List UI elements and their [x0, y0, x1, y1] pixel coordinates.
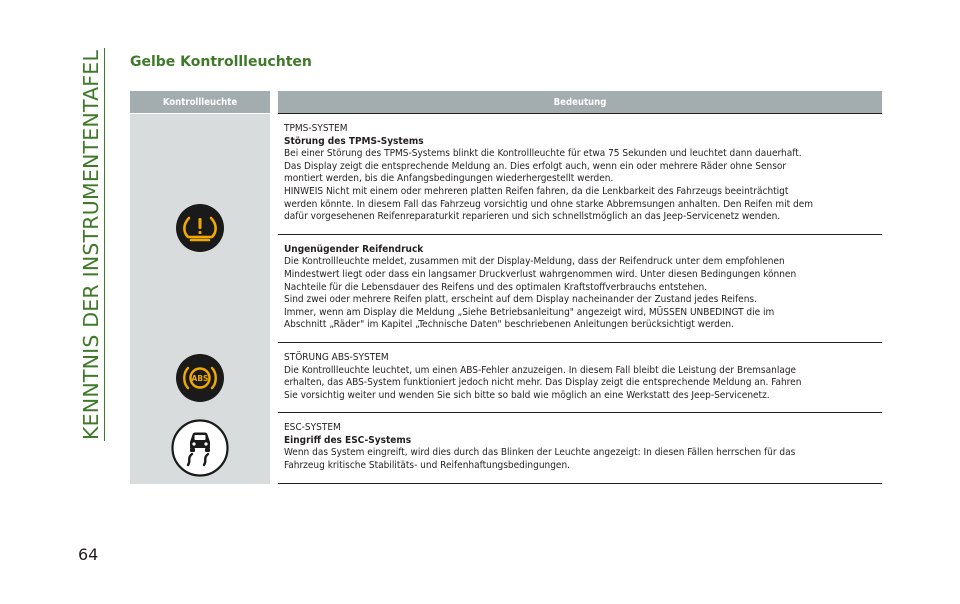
table-row-tpms — [130, 114, 882, 343]
meaning-cell — [278, 343, 882, 413]
text-line: Bei einer Störung des TPMS-Systems blinkt die Kontrollleuchte für etwa 75 Sekunden und leuchtet dann dauerhaft. — [284, 148, 802, 160]
text-line: Immer, wenn am Display die Meldung „Siehe Betriebsanleitung" angezeigt wird, MÜSSEN UNBEDINGT die im — [284, 306, 775, 318]
text-line: Fahrzeug kritische Stabilitäts- und Reifenhaftungsbedingungen. — [284, 460, 571, 472]
text-line-bold: Störung des TPMS-Systems — [284, 135, 424, 147]
text-line: HINWEIS Nicht mit einem oder mehreren platten Reifen fahren, da die Lenkbarkeit des Fahrzeugs beeinträchtigt — [284, 185, 789, 197]
meaning-block — [278, 343, 882, 413]
meaning-block — [278, 114, 882, 235]
text-line: Mindestwert liegt oder dass ein langsamer Druckverlust wahrgenommen wird. Unter diesen Bedingungen können — [284, 268, 797, 280]
meaning-block — [278, 235, 882, 343]
text-line: Sind zwei oder mehrere Reifen platt, erscheint auf dem Display nacheinander der Zustand jedes Reifens. — [284, 294, 757, 306]
text-line: Nachteile für die Lebensdauer des Reifens und des optimalen Kraftstoffverbrauchs entstehen. — [284, 281, 708, 293]
tpms-warning-icon — [175, 203, 225, 253]
text-line: montiert werden, bis die Anfangsbedingungen wiederhergestellt werden. — [284, 173, 614, 185]
meaning-cell — [278, 114, 882, 343]
esc-skid-car-icon — [171, 419, 229, 477]
text-line: Die Kontrollleuchte leuchtet, um einen ABS-Fehler anzuzeigen. In diesem Fall bleibt die Leistung der Bremsanlage — [284, 364, 797, 376]
text-line: STÖRUNG ABS-SYSTEM — [284, 351, 389, 363]
text-line: Wenn das System eingreift, wird dies durch das Blinken der Leuchte angezeigt: In diesen Fällen herrschen für das — [284, 447, 796, 459]
icon-cell — [130, 343, 270, 413]
text-line: ESC-SYSTEM — [284, 422, 341, 434]
text-line-bold: Eingriff des ESC-Systems — [284, 434, 412, 446]
text-line: Die Kontrollleuchte meldet, zusammen mit der Display-Meldung, dass der Reifendruck unter dem empfohlenen — [284, 256, 785, 268]
meaning-cell — [278, 413, 882, 483]
text-line: erhalten, das ABS-System funktioniert jedoch nicht mehr. Das Display zeigt die entsprechende Meldung an. Fahren — [284, 377, 802, 389]
text-line-bold: Ungenügender Reifendruck — [284, 243, 424, 255]
text-line: TPMS-SYSTEM — [284, 123, 348, 134]
text-line: dafür vorgesehenen Reifenreparaturkit reparieren und sich schnellstmöglich an das Jeep-Servicenetz wenden. — [284, 211, 781, 223]
text-line: Abschnitt „Räder" im Kapitel „Technische Daten" beschriebenen Anleitungen berücksichtigt werden. — [284, 319, 734, 331]
section-title: Gelbe Kontrollleuchten — [130, 54, 312, 70]
table-row-esc — [130, 413, 882, 483]
icon-cell — [130, 413, 270, 483]
text-line: Das Display zeigt die entsprechende Meldung an. Dies erfolgt auch, wenn ein oder mehrere Räder ohne Sensor — [284, 160, 787, 172]
abs-warning-icon — [175, 353, 225, 403]
page-number: 64 — [78, 545, 99, 564]
text-line: Sie vorsichtig weiter und wenden Sie sich bitte so bald wie möglich an eine Werkstatt des Jeep-Servicenetz. — [284, 389, 770, 401]
abs-icon-label: ABS — [191, 374, 209, 384]
icon-cell — [130, 114, 270, 343]
table-header — [130, 91, 882, 113]
table-row-abs — [130, 343, 882, 413]
meaning-block — [278, 413, 882, 483]
column-header-bedeutung: Bedeutung — [553, 96, 607, 108]
text-line: werden könnte. In diesem Fall das Fahrzeug vorsichtig und ohne starke Abbremsungen anhalten. Den Reifen mit dem — [284, 198, 814, 210]
chapter-side-rule — [104, 48, 105, 441]
warning-lights-table — [130, 91, 882, 484]
column-header-kontrollleuchte: Kontrollleuchte — [162, 96, 238, 108]
chapter-side-title: KENNTNIS DER INSTRUMENTENTAFEL — [79, 49, 103, 440]
